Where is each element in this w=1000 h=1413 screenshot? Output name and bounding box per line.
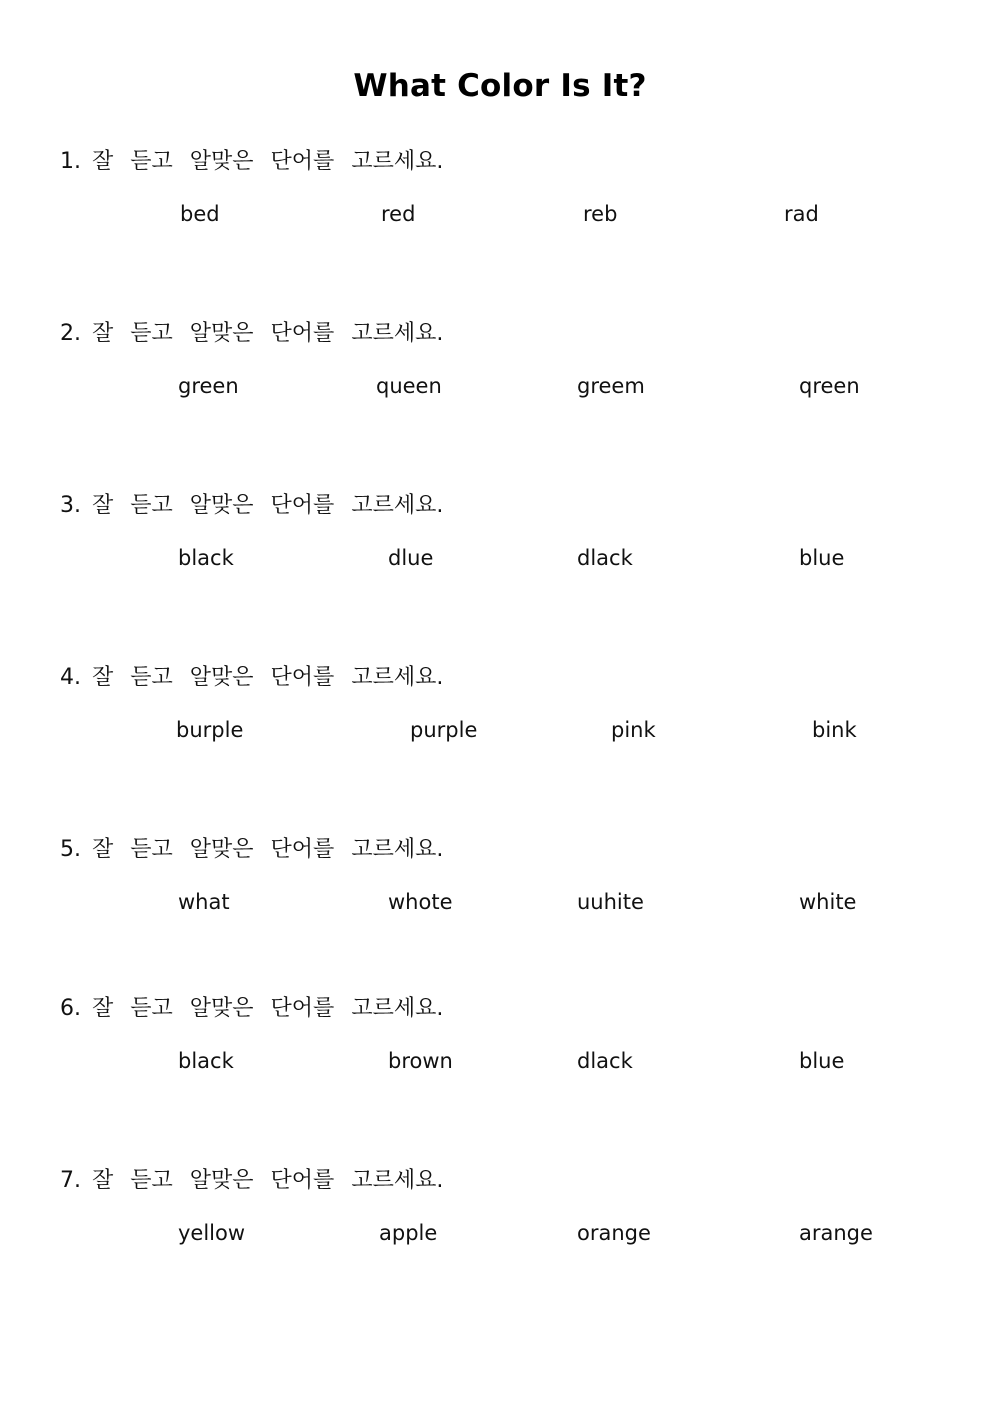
question-prompt xyxy=(60,144,453,175)
prompt-word: 듣고 xyxy=(130,149,173,174)
question-number: 4. xyxy=(60,665,81,690)
answer-option[interactable]: dlack xyxy=(577,546,633,570)
prompt-word: 잘 xyxy=(92,1168,114,1193)
question-number: 2. xyxy=(60,321,81,346)
answer-option[interactable]: orange xyxy=(577,1221,651,1245)
prompt-word: 잘 xyxy=(92,493,114,518)
prompt-word: 단어를 xyxy=(270,493,335,518)
answer-option[interactable]: dlue xyxy=(388,546,434,570)
answer-option[interactable]: bed xyxy=(180,202,220,226)
prompt-word: 알맞은 xyxy=(189,665,254,690)
answer-option[interactable]: arange xyxy=(799,1221,873,1245)
prompt-word: 고르세요. xyxy=(351,665,444,690)
answer-option[interactable]: what xyxy=(178,890,230,914)
answer-option[interactable]: apple xyxy=(379,1221,438,1245)
prompt-word: 듣고 xyxy=(130,493,173,518)
question-7 xyxy=(0,1163,1000,1283)
prompt-word: 알맞은 xyxy=(189,321,254,346)
answer-option[interactable]: bink xyxy=(812,718,857,742)
answer-option[interactable]: green xyxy=(178,374,239,398)
prompt-word: 듣고 xyxy=(130,321,173,346)
prompt-word: 듣고 xyxy=(130,665,173,690)
answer-option[interactable]: black xyxy=(178,546,234,570)
prompt-word: 듣고 xyxy=(130,837,173,862)
prompt-word: 잘 xyxy=(92,837,114,862)
prompt-word: 알맞은 xyxy=(189,493,254,518)
prompt-word: 고르세요. xyxy=(351,149,444,174)
prompt-word: 고르세요. xyxy=(351,1168,444,1193)
prompt-word: 알맞은 xyxy=(189,149,254,174)
prompt-word: 단어를 xyxy=(270,149,335,174)
question-3 xyxy=(0,488,1000,608)
question-6 xyxy=(0,991,1000,1111)
answer-option[interactable]: qreen xyxy=(799,374,860,398)
answer-option[interactable]: red xyxy=(381,202,416,226)
question-prompt xyxy=(60,316,453,347)
answer-option[interactable]: whote xyxy=(388,890,453,914)
question-1 xyxy=(0,144,1000,264)
prompt-word: 단어를 xyxy=(270,996,335,1021)
question-number: 3. xyxy=(60,493,81,518)
answer-option[interactable]: pink xyxy=(611,718,656,742)
prompt-word: 고르세요. xyxy=(351,493,444,518)
question-prompt xyxy=(60,488,453,519)
question-prompt xyxy=(60,832,453,863)
prompt-word: 단어를 xyxy=(270,665,335,690)
answer-option[interactable]: brown xyxy=(388,1049,453,1073)
answer-option[interactable]: yellow xyxy=(178,1221,246,1245)
answer-option[interactable]: blue xyxy=(799,546,845,570)
answer-option[interactable]: blue xyxy=(799,1049,845,1073)
worksheet-title: What Color Is It? xyxy=(353,68,647,104)
prompt-word: 알맞은 xyxy=(189,1168,254,1193)
answer-option[interactable]: uuhite xyxy=(577,890,644,914)
prompt-word: 잘 xyxy=(92,149,114,174)
prompt-word: 듣고 xyxy=(130,996,173,1021)
question-4 xyxy=(0,660,1000,780)
question-number: 7. xyxy=(60,1168,81,1193)
prompt-word: 잘 xyxy=(92,996,114,1021)
answer-option[interactable]: dlack xyxy=(577,1049,633,1073)
answer-option[interactable]: purple xyxy=(410,718,478,742)
answer-option[interactable]: burple xyxy=(176,718,244,742)
answer-option[interactable]: queen xyxy=(376,374,442,398)
prompt-word: 잘 xyxy=(92,321,114,346)
question-prompt xyxy=(60,1163,453,1194)
answer-option[interactable]: rad xyxy=(784,202,819,226)
prompt-word: 듣고 xyxy=(130,1168,173,1193)
answer-option[interactable]: greem xyxy=(577,374,645,398)
answer-option[interactable]: white xyxy=(799,890,857,914)
question-number: 1. xyxy=(60,149,81,174)
question-prompt xyxy=(60,660,453,691)
question-2 xyxy=(0,316,1000,436)
prompt-word: 고르세요. xyxy=(351,837,444,862)
prompt-word: 고르세요. xyxy=(351,996,444,1021)
question-prompt xyxy=(60,991,453,1022)
prompt-word: 알맞은 xyxy=(189,837,254,862)
question-number: 6. xyxy=(60,996,81,1021)
prompt-word: 알맞은 xyxy=(189,996,254,1021)
answer-option[interactable]: reb xyxy=(583,202,618,226)
question-5 xyxy=(0,832,1000,952)
prompt-word: 잘 xyxy=(92,665,114,690)
prompt-word: 단어를 xyxy=(270,837,335,862)
question-number: 5. xyxy=(60,837,81,862)
prompt-word: 단어를 xyxy=(270,1168,335,1193)
answer-option[interactable]: black xyxy=(178,1049,234,1073)
prompt-word: 고르세요. xyxy=(351,321,444,346)
prompt-word: 단어를 xyxy=(270,321,335,346)
